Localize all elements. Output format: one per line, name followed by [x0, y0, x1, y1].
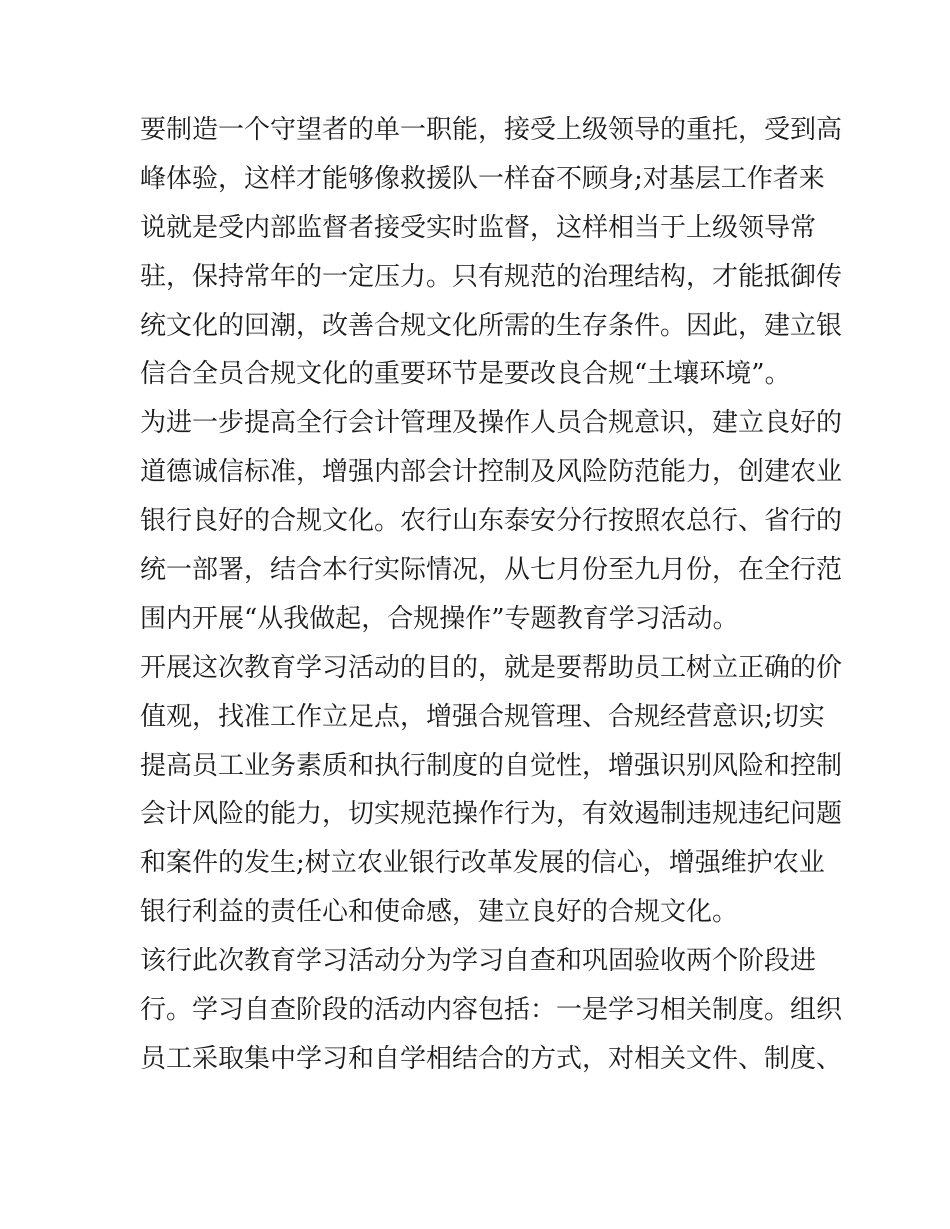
text-line: 驻，保持常年的一定压力。只有规范的治理结构，才能抵御传 — [140, 261, 843, 292]
text-line: 提高员工业务素质和执行制度的自觉性，增强识别风险和控制 — [140, 750, 843, 781]
text-line: 银行利益的责任心和使命感，建立良好的合规文化。 — [140, 897, 739, 928]
text-line: 会计风险的能力，切实规范操作行为，有效遏制违规违纪问题 — [140, 799, 843, 830]
text-line: 员工采取集中学习和自学相结合的方式，对相关文件、制度、 — [140, 1043, 843, 1074]
text-line: 该行此次教育学习活动分为学习自查和巩固验收两个阶段进 — [140, 946, 817, 977]
text-line: 信合全员合规文化的重要环节是要改良合规“土壤环境”。 — [140, 359, 791, 390]
text-line: 要制造一个守望者的单一职能，接受上级领导的重托，受到高 — [140, 115, 843, 145]
text-line: 峰体验，这样才能够像救援队一样奋不顾身;对基层工作者来 — [140, 163, 825, 194]
text-line: 统文化的回潮，改善合规文化所需的生存条件。因此，建立银 — [140, 310, 843, 341]
document-body — [140, 106, 843, 1084]
text-line: 值观，找准工作立足点，增强合规管理、合规经营意识;切实 — [140, 701, 825, 732]
text-line: 说就是受内部监督者接受实时监督，这样相当于上级领导常 — [140, 212, 817, 243]
text-line: 开展这次教育学习活动的目的，就是要帮助员工树立正确的价 — [140, 652, 843, 683]
text-line: 围内开展“从我做起，合规操作”专题教育学习活动。 — [140, 603, 739, 634]
text-line: 统一部署，结合本行实际情况，从七月份至九月份，在全行范 — [140, 555, 843, 586]
text-line: 行。学习自查阶段的活动内容包括：一是学习相关制度。组织 — [140, 995, 843, 1026]
text-line: 和案件的发生;树立农业银行改革发展的信心，增强维护农业 — [140, 848, 825, 879]
text-line: 银行良好的合规文化。农行山东泰安分行按照农总行、省行的 — [140, 506, 843, 537]
text-line: 道德诚信标准，增强内部会计控制及风险防范能力，创建农业 — [140, 457, 843, 488]
text-line: 为进一步提高全行会计管理及操作人员合规意识，建立良好的 — [140, 408, 843, 439]
